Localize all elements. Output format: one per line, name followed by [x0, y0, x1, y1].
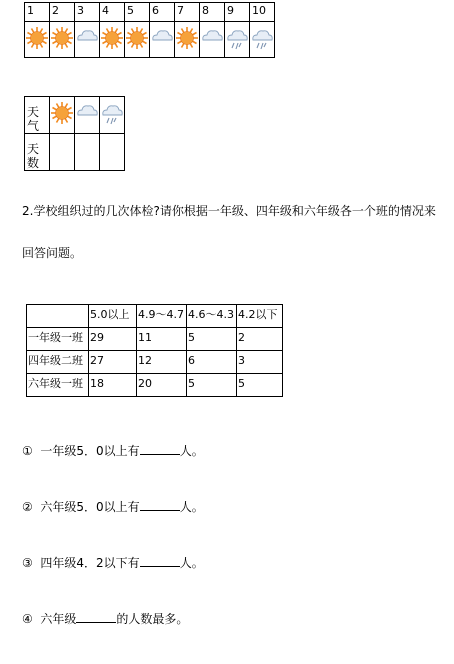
- weather-type-cell: [100, 97, 125, 134]
- table-header: 5.0以上: [89, 305, 137, 328]
- question-text-end: 的人数最多。: [116, 612, 189, 626]
- table-header: 4.6～4.3: [187, 305, 237, 328]
- question-number: ①: [22, 444, 33, 458]
- question-text: 六年级: [40, 612, 77, 626]
- question-text-end: 人。: [179, 500, 204, 514]
- day-number: 7: [175, 3, 200, 22]
- sunny-icon: [100, 25, 124, 51]
- answer-blank[interactable]: [140, 556, 180, 567]
- day-number: 5: [125, 3, 150, 22]
- table-cell: 2: [237, 328, 283, 351]
- sub-question-3: [22, 554, 204, 572]
- question-2-text: 2.学校组织过的几次体检?请你根据一年级、四年级和六年级各一个班的情况来: [22, 204, 436, 218]
- table-header-row: [27, 305, 283, 328]
- sunny-icon: [25, 25, 49, 51]
- question-text-end: 人。: [179, 556, 204, 570]
- answer-blank[interactable]: [140, 444, 180, 455]
- weather-summary-table: [24, 96, 125, 171]
- weather-cell: [150, 22, 175, 58]
- question-text: 一年级5．0以上有: [40, 444, 140, 458]
- days-answer-cell: [50, 134, 75, 171]
- day-number: 6: [150, 3, 175, 22]
- rainy-icon: [225, 25, 249, 51]
- sunny-icon: [50, 100, 74, 126]
- table-cell: 11: [137, 328, 187, 351]
- day-number: 10: [250, 3, 275, 22]
- weather-cell: [100, 22, 125, 58]
- table-row: [27, 374, 283, 397]
- weather-cell: [50, 22, 75, 58]
- table-header: [27, 305, 89, 328]
- table-cell: 6: [187, 351, 237, 374]
- weather-icon-row: [25, 22, 275, 58]
- weather-cell: [25, 22, 50, 58]
- question-number: ②: [22, 500, 33, 514]
- rainy-icon: [250, 25, 274, 51]
- weather-cell: [250, 22, 275, 58]
- cloudy-icon: [75, 100, 99, 126]
- days-row: [25, 134, 125, 171]
- weather-label: 天气: [25, 97, 50, 134]
- sub-question-1: [22, 442, 204, 460]
- sunny-icon: [175, 25, 199, 51]
- question-number: ④: [22, 612, 33, 626]
- table-cell: 5: [187, 328, 237, 351]
- days-answer-cell: [75, 134, 100, 171]
- day-number: 2: [50, 3, 75, 22]
- sunny-icon: [50, 25, 74, 51]
- day-number: 3: [75, 3, 100, 22]
- weather-cell: [75, 22, 100, 58]
- rainy-icon: [100, 100, 124, 126]
- sub-question-2: [22, 498, 204, 516]
- weather-type-cell: [75, 97, 100, 134]
- table-header: 4.2以下: [237, 305, 283, 328]
- table-row: [27, 328, 283, 351]
- sunny-icon: [125, 25, 149, 51]
- days-answer-cell: [100, 134, 125, 171]
- question-text-end: 人。: [179, 444, 204, 458]
- weather-cell: [125, 22, 150, 58]
- vision-table: [26, 304, 283, 397]
- day-number-row: [25, 3, 275, 22]
- weather-row: [25, 97, 125, 134]
- weather-cell: [225, 22, 250, 58]
- table-cell: 29: [89, 328, 137, 351]
- day-number: 4: [100, 3, 125, 22]
- question-text: 四年级4．2以下有: [40, 556, 140, 570]
- answer-blank[interactable]: [140, 500, 180, 511]
- day-number: 8: [200, 3, 225, 22]
- table-header: 4.9～4.7: [137, 305, 187, 328]
- table-row: [27, 351, 283, 374]
- table-cell: 3: [237, 351, 283, 374]
- question-number: ③: [22, 556, 33, 570]
- day-number: 9: [225, 3, 250, 22]
- weather-cell: [200, 22, 225, 58]
- table-cell: 27: [89, 351, 137, 374]
- weather-days-table: [24, 2, 275, 58]
- question-2-text-cont: 回答问题。: [22, 246, 83, 260]
- table-cell: 18: [89, 374, 137, 397]
- table-cell: 5: [187, 374, 237, 397]
- cloudy-icon: [150, 25, 174, 51]
- table-cell: 5: [237, 374, 283, 397]
- table-cell: 六年级一班: [27, 374, 89, 397]
- weather-type-cell: [50, 97, 75, 134]
- table-cell: 20: [137, 374, 187, 397]
- weather-cell: [175, 22, 200, 58]
- days-label: 天数: [25, 134, 50, 171]
- question-text: 六年级5．0以上有: [40, 500, 140, 514]
- cloudy-icon: [75, 25, 99, 51]
- answer-blank[interactable]: [76, 612, 116, 623]
- day-number: 1: [25, 3, 50, 22]
- cloudy-icon: [200, 25, 224, 51]
- sub-question-4: [22, 610, 188, 628]
- table-cell: 一年级一班: [27, 328, 89, 351]
- table-cell: 四年级二班: [27, 351, 89, 374]
- table-cell: 12: [137, 351, 187, 374]
